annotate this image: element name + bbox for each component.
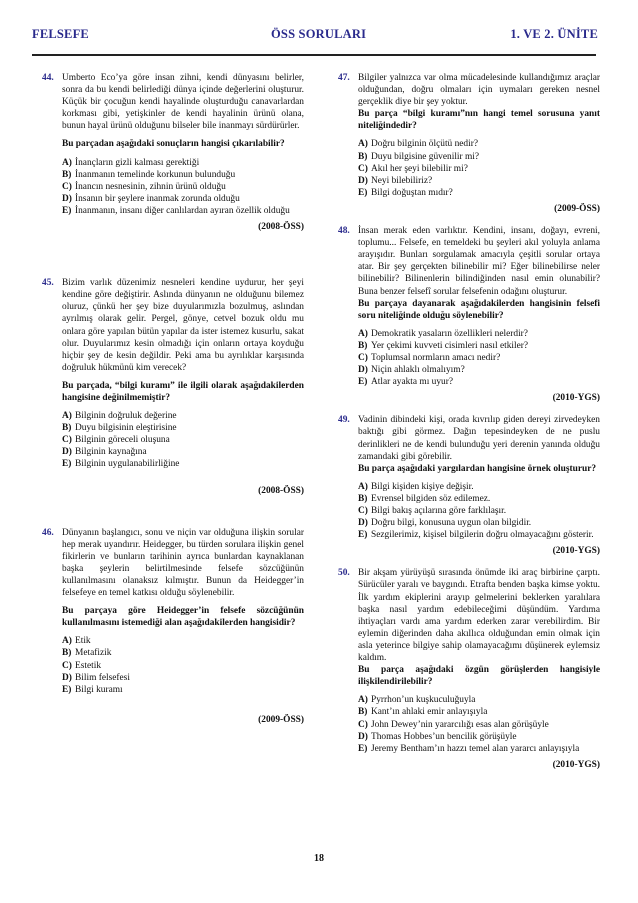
exam-year: (2009-ÖSS) [554,203,600,214]
option-e[interactable]: E) Bilginin uygulanabilirliğine [62,459,180,470]
option-e[interactable]: E) Jeremy Bentham’ın hazzı temel alan yararcı anlayışıyla [358,743,580,754]
exam-year: (2008-ÖSS) [258,222,304,233]
exam-year: (2010-YGS) [552,546,600,557]
option-e[interactable]: E) Bilgi kuramı [62,684,123,695]
option-d[interactable]: D) Bilginin kaynağına [62,447,147,458]
header-divider [32,54,596,56]
option-d[interactable]: D) Doğru bilgi, konusuna uygun olan bilgidir. [358,518,532,529]
option-d[interactable]: D) Niçin ahlaklı olmalıyım? [358,365,465,376]
question-prompt: Bu parça aşağıdaki özgün görüşlerden hangisiyle ilişkilendirilebilir? [358,665,600,688]
option-b[interactable]: B) Duyu bilgisinin eleştirisine [62,423,177,434]
question-prompt: Bu parçadan aşağıdaki sonuçların hangisi çıkarılabilir? [62,139,285,150]
question-text: Vadinin dibindeki kişi, orada kıvrılıp giden dereyi zirvedeyken baktığı gibi görmez. Dağın tepesindeyken de ne puslu derinlikleri ne de kendi bulunduğu yeri derenin yanında olduğu zamandaki gibi görebilir. [358,415,600,462]
option-c[interactable]: C) Bilgi bakış açılarına göre farklılaşır. [358,506,507,516]
question-text: Bizim varlık düzenimiz nesneleri kendine uydurur, her şeyi kendine göre değiştirir. Aslında dünyanın ne olduğunu bilemez oluruz, çünkü her şey bize duyularımızla bozulmuş, aslından ayrılmış olarak gelir. Pergel, gönye, cetvel bozuk oldu mu onlara göre yapılan bütün yapılar da ister istemez kusurlu, sakat olur. Duyularımız kesin olmadığı için onların ortaya koyduğu hiçbir şey de kesin değildir. Peki ama bu ayrılıklar karşısında doğruluk hükmünü kim verecek? [62,278,304,373]
option-a[interactable]: A) Bilgi kişiden kişiye değişir. [358,481,474,492]
question-46 [42,527,304,726]
option-a[interactable]: A) İnançların gizli kalması gerektiği [62,157,200,168]
option-d[interactable]: D) Neyi bilebiliriz? [358,175,433,186]
question-text: Umberto Eco’ya göre insan zihni, kendi dünyasını belirler, sonra da bu kendi belirlediği dünya içinde değerlerini oluşturur. Küçük bir çocuğun kendi hayalinde oluşturduğu canavarlardan korkması gibi, yetişkinler de kendi hayalinin ürünü olana, bunun hayal ürünü olduğunu bilseler bile inanmayı sürdürürler. [62,73,304,132]
option-b[interactable]: B) İnanmanın temelinde korkunun bulunduğu [62,169,236,180]
option-c[interactable]: C) Akıl her şeyi bilebilir mi? [358,163,468,174]
options-list [62,157,304,217]
option-b[interactable]: B) Duyu bilgisine güvenilir mi? [358,151,480,162]
exam-year: (2010-YGS) [552,759,600,770]
page-number: 18 [314,853,324,864]
left-column [42,72,304,726]
option-c[interactable]: C) John Dewey’nin yararcılığı esas alan görüşüyle [358,719,549,730]
question-number: 49. [338,415,350,426]
question-number: 50. [338,568,350,579]
question-text: İnsan merak eden varlıktır. Kendini, insanı, doğayı, evreni, toplumu... Felsefe, en temeldeki bu şeyleri akıl yoluyla anlama arayışıdır. Bunları sorgulamak amacıyla çeşitli sorular ortaya atar. Bir şey gerçekten bilinebilir mi? Eğer bilinebilirse neler bilinebilir? Bilinenlerin bilindiğinden nasıl emin olunabilir? Buna benzer felsefî sorular felsefenin odağını oluşturur. [358,226,600,297]
option-a[interactable]: A) Demokratik yasaların özellikleri nelerdir? [358,328,528,339]
option-c[interactable]: C) İnancın nesnesinin, zihnin ürünü olduğu [62,181,226,192]
question-number: 44. [42,73,54,83]
option-e[interactable]: E) Atlar ayakta mı uyur? [358,377,453,388]
options-list [358,328,600,388]
options-list [62,635,304,695]
question-number: 46. [42,527,54,538]
question-prompt: Bu parçada, “bilgi kuramı” ile ilgili olarak aşağıdakilerden hangisine değinilmemiştir? [62,380,304,403]
options-list [62,410,304,470]
option-a[interactable]: A) Bilginin doğruluk değerine [62,411,177,422]
header-unit: 1. VE 2. ÜNİTE [510,27,598,41]
option-a[interactable]: A) Pyrrhon’un kuşkuculuğuyla [358,695,476,706]
option-e[interactable]: E) Bilgi doğuştan mıdır? [358,187,453,198]
option-d[interactable]: D) Thomas Hobbes’un bencilik görüşüyle [358,731,517,742]
question-number: 47. [338,73,350,83]
header-subject: FELSEFE [32,27,89,41]
question-48 [338,225,600,404]
option-b[interactable]: B) Metafizik [62,648,112,659]
page-header [32,27,598,49]
question-text: Bir akşam yürüyüşü sırasında önümde iki araç birbirine çarptı. Sürücüler yaralı ve baygındı. Etrafta benden başka kimse yoktu. İlk yardım ekiplerini arayıp gelmelerini beklerken yaralılara başka nasıl yardım edebileceğimi düşündüm. Yardıma ihtiyaçları vardı ama yardım ederken zarar verebilirdim. Bir eylemin diğerinden daha akıllıca olduğundan emin olmak için asla yeterince bilgiye sahip olamayacağımı düşünerek eylemsiz kaldım. [358,568,600,664]
question-44 [42,72,304,233]
option-d[interactable]: D) Bilim felsefesi [62,672,130,683]
header-title: ÖSS SORULARI [271,27,367,41]
question-45 [42,277,304,497]
question-47 [338,72,600,215]
option-a[interactable]: A) Doğru bilginin ölçütü nedir? [358,139,479,150]
option-b[interactable]: B) Evrensel bilgiden söz edilemez. [358,493,491,504]
question-prompt: Bu parçaya göre Heidegger’in felsefe sözcüğünün kullanılmasını istemediği alan aşağıdakilerden hangisidir? [62,606,304,629]
question-text: Bilgiler yalnızca var olma mücadelesinde kullandığımız araçlar olduğundan, doğru olmaları için uymaları gereken nesnel gerçeklik diye bir şey yoktur. [358,73,600,108]
option-c[interactable]: C) Bilginin göreceli oluşuna [62,435,170,446]
option-c[interactable]: C) Toplumsal normların amacı nedir? [358,352,501,363]
question-50 [338,567,600,771]
question-prompt: Bu parçaya dayanarak aşağıdakilerden hangisinin felsefi soru niteliğinde olduğu söylenebilir? [358,298,600,321]
option-e[interactable]: E) İnanmanın, insanı diğer canlılardan ayıran özellik olduğu [62,205,290,216]
option-b[interactable]: B) Yer çekimi kuvveti cisimleri nasıl etkiler? [358,340,529,351]
question-text: Dünyanın başlangıcı, sonu ve niçin var olduğuna ilişkin sorular hep merak uyandırır. Heidegger, bu türden sorulara ilişkin genel fikirlerin ve bunların tarihinin ayrıca bunlardan kaynaklanan başka şeylerin belirtilmesinde felsefe sözcüğünün kullanılmasını olanaksız kılmıştır. Bunun da Heidegger’in felsefeye en temel katkısı olduğu söylenebilir. [62,527,304,599]
option-a[interactable]: A) Etik [62,636,91,647]
option-d[interactable]: D) İnsanın bir şeylere inanmak zorunda olduğu [62,193,240,204]
question-prompt: Bu parça “bilgi kuramı”nın hangi temel sorusuna yanıt niteliğindedir? [358,109,600,132]
option-c[interactable]: C) Estetik [62,660,102,671]
options-list [358,694,600,754]
question-number: 48. [338,226,350,237]
options-list [358,481,600,541]
exam-year: (2009-ÖSS) [258,714,304,725]
option-b[interactable]: B) Kant’ın ahlaki emir anlayışıyla [358,707,488,718]
exam-year: (2008-ÖSS) [258,485,304,496]
question-prompt: Bu parça aşağıdaki yargılardan hangisine örnek oluşturur? [358,463,597,474]
question-number: 45. [42,278,54,289]
question-49 [338,414,600,557]
options-list [358,138,600,198]
option-e[interactable]: E) Sezgilerimiz, kişisel bilgilerin doğru olmayacağını gösterir. [358,530,594,541]
exam-year: (2010-YGS) [552,393,600,404]
right-column [338,72,600,771]
